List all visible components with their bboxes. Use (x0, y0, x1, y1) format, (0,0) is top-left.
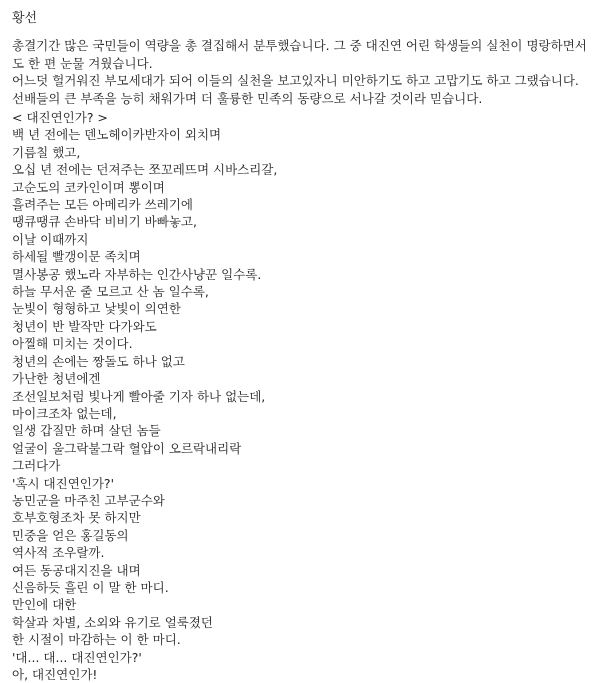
poem-line: 청년이 반 발작만 다가와도 (12, 318, 157, 334)
poem-line: 만인에 대한 (12, 597, 77, 613)
poem-line: 하세될 빨갱이문 족치며 (12, 249, 141, 265)
intro-section (12, 37, 588, 107)
poem-line: 눈빛이 형형하고 낯빛이 의연한 (12, 301, 181, 317)
poem-line: 청년의 손에는 짱돌도 하나 없고 (12, 353, 185, 369)
poem-line: 가난한 청년에겐 (12, 371, 101, 387)
poem-line: 학살과 차별, 소외와 유기로 얼룩졌던 (12, 614, 213, 630)
poem-line: 멸사봉공 했노라 자부하는 인간사냥꾼 일수록. (12, 266, 262, 282)
poem-line: 하늘 무서운 줄 모르고 산 놈 일수록, (12, 284, 209, 300)
poem-line: 고순도의 코카인이며 뽕이며 (12, 179, 165, 195)
poem-line: '혹시 대진연인가?' (12, 475, 115, 491)
poem-line: 얼굴이 울그락불그락 혈압이 오르락내리락 (12, 440, 242, 456)
poem-line: 민중을 얻은 홍길동의 (12, 527, 129, 543)
poem-line: 아찔해 미치는 것이다. (12, 336, 133, 352)
poem-line: 한 시절이 마감하는 이 한 마디. (12, 632, 181, 648)
poem-line: 일생 갑질만 하며 살던 놈들 (12, 423, 161, 439)
poem-body (12, 109, 588, 683)
poem-line: 아, 대진연인가! (12, 667, 98, 682)
poem-line: 여든 동공대지진을 내며 (12, 562, 141, 578)
poem-line: 이날 이때까지 (12, 231, 89, 247)
poem-line: 땡큐땡큐 손바닥 비비기 바빠놓고, (12, 214, 197, 230)
poem-line: 마이크조차 없는데, (12, 405, 117, 421)
poem-line: 백 년 전에는 덴노헤이카반자이 외치며 (12, 127, 222, 143)
poem-title: < 대진연인가? > (12, 110, 108, 125)
poem-line: 그러다가 (12, 458, 61, 474)
poem-line: 농민군을 마주친 고부군수와 (12, 492, 165, 508)
poem-line: '대... 대... 대진연인가?' (12, 649, 142, 665)
poem-line: 신음하듯 흘린 이 말 한 마디. (12, 579, 169, 595)
poem-line: 오십 년 전에는 던져주는 쪼꼬레뜨며 시바스리갈, (12, 162, 278, 178)
poem-line: 흘려주는 모든 아메리카 쓰레기에 (12, 197, 193, 213)
poem-line: 조선일보처럼 빛나게 빨아줄 기자 하나 없는데, (12, 388, 266, 404)
poem-line: 기름칠 했고, (12, 144, 81, 160)
poem-line: 호부호형조차 못 하지만 (12, 510, 141, 526)
author-name: 황선 (12, 11, 38, 26)
intro-paragraph: 총결기간 많은 국민들이 역량을 총 결집해서 분투했습니다. 그 중 대진연 어린 학생들의 실천이 명랑하면서도 한 편 눈물 겨웠습니다. (12, 38, 587, 71)
intro-paragraph: 어느덧 헐거워진 부모세대가 되어 이들의 실천을 보고있자니 미안하기도 하고 고맙기도 하고 그랬습니다. 선배들의 큰 부족을 능히 채워가며 더 훌륭한 민족의 동량으로 서나갈 것이라 믿습니다. (12, 73, 579, 106)
poem-line: 역사적 조우랄까. (12, 545, 105, 561)
